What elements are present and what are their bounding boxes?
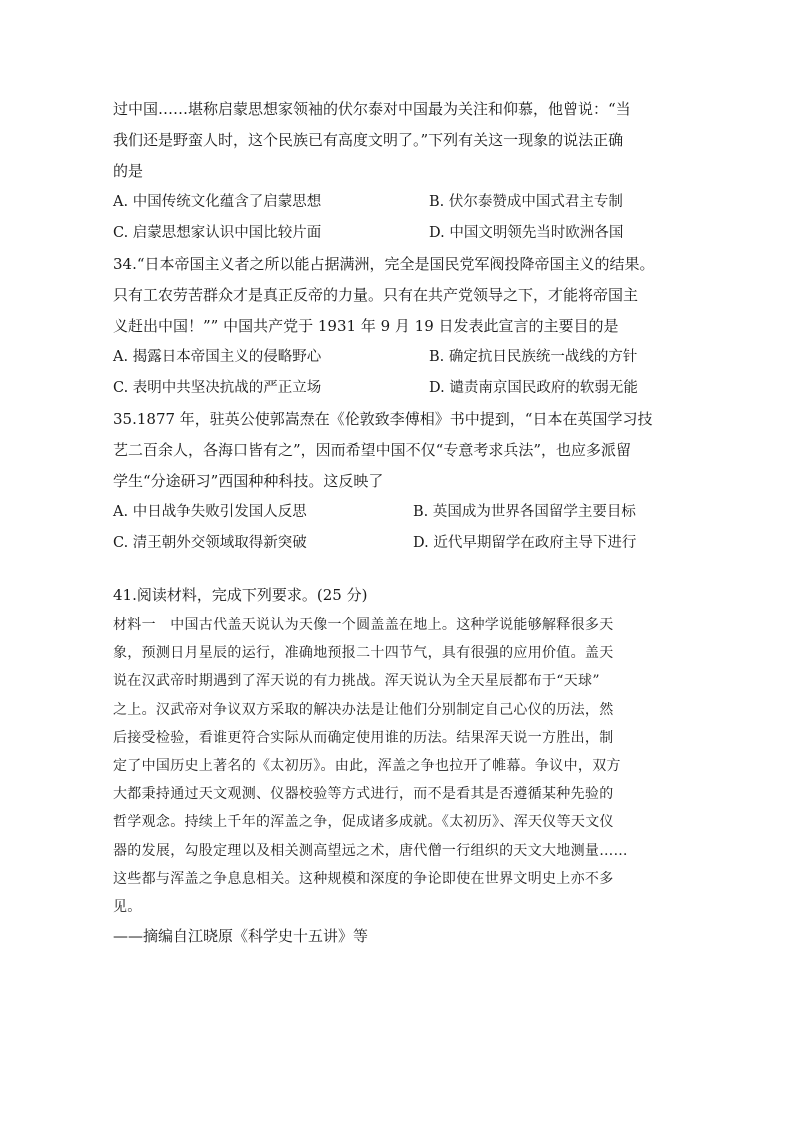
option-b[interactable]: B. 伏尔泰赞成中国式君主专制	[429, 194, 623, 210]
question-text-line: 34.“日本帝国主义者之所以能占据满洲，完全是国民党军阀投降帝国主义的结果。	[113, 255, 655, 273]
material-line: 这些都与浑盖之争息息相关。这种规模和深度的争论即使在世界文明史上亦不多	[113, 870, 614, 887]
option-row	[113, 187, 683, 218]
question-text-line: 35.1877 年，驻英公使郭嵩焘在《伦敦致李傅相》书中提到，“日本在英国学习技	[113, 410, 653, 428]
option-row	[113, 497, 683, 528]
material-source: ——摘编自江晓原《科学史十五讲》等	[113, 927, 369, 946]
option-d[interactable]: D. 中国文明领先当时欧洲各国	[429, 225, 624, 241]
material-line: 后接受检验，看谁更符合实际从而确定使用谁的历法。结果浑天说一方胜出，制	[113, 729, 614, 746]
option-c[interactable]: C. 启蒙思想家认识中国比较片面	[113, 225, 322, 241]
option-d[interactable]: D. 谴责南京国民政府的软弱无能	[429, 380, 638, 396]
question-text-line: 义赶出中国！”” 中国共产党于 1931 年 9 月 19 日发表此宣言的主要目的是	[113, 317, 619, 335]
question-text-line: 过中国……堪称启蒙思想家领袖的伏尔泰对中国最为关注和仰慕，他曾说：“当	[113, 100, 631, 118]
option-c[interactable]: C. 清王朝外交领域取得新突破	[113, 535, 307, 551]
material-one	[113, 611, 683, 921]
material-line: 见。	[113, 899, 142, 916]
question-35	[113, 404, 683, 559]
option-b[interactable]: B. 英国成为世界各国留学主要目标	[413, 504, 636, 520]
option-row	[113, 373, 683, 404]
option-b[interactable]: B. 确定抗日民族统一战线的方针	[429, 349, 638, 365]
question-text-line: 只有工农劳苦群众才是真正反帝的力量。只有在共产党领导之下，才能将帝国主	[113, 286, 639, 304]
option-c[interactable]: C. 表明中共坚决抗战的严正立场	[113, 380, 322, 396]
question-text-line: 学生“分途研习”西国种种科技。这反映了	[113, 472, 384, 490]
material-line: 说在汉武帝时期遇到了浑天说的有力挑战。浑天说认为全天星辰都布于“天球”	[113, 673, 600, 690]
question-text-line: 我们还是野蛮人时，这个民族已有高度文明了。”下列有关这一现象的说法正确	[113, 131, 624, 149]
question-text-line: 艺二百余人，各海口皆有之”，因而希望中国不仅“专意考求兵法”，也应多派留	[113, 441, 632, 459]
question-34	[113, 249, 683, 404]
material-line: 哲学观念。持续上千年的浑盖之争，促成诸多成就。《太初历》、浑天仪等天文仪	[113, 814, 614, 831]
question-intro	[113, 94, 683, 249]
option-a[interactable]: A. 中国传统文化蕴含了启蒙思想	[113, 194, 322, 210]
material-line: 大都秉持通过天文观测、仪器校验等方式进行，而不是看其是否遵循某种先验的	[113, 786, 614, 803]
question-41	[113, 580, 683, 952]
material-line: 象，预测日月星辰的运行，准确地预报二十四节气，具有很强的应用价值。盖天	[113, 645, 614, 662]
material-line: 器的发展，勾股定理以及相关测高望远之术，唐代僧一行组织的天文大地测量……	[113, 842, 628, 859]
material-line: 材料一 中国古代盖天说认为天像一个圆盖盖在地上。这种学说能够解释很多天	[113, 617, 614, 633]
page-content	[113, 94, 683, 952]
option-a[interactable]: A. 中日战争失败引发国人反思	[113, 504, 307, 520]
option-row	[113, 218, 683, 249]
option-a[interactable]: A. 揭露日本帝国主义的侵略野心	[113, 349, 322, 365]
option-d[interactable]: D. 近代早期留学在政府主导下进行	[413, 535, 637, 551]
question-text-line: 的是	[113, 162, 144, 180]
option-row	[113, 528, 683, 559]
question-41-title: 41.阅读材料，完成下列要求。(25 分)	[113, 586, 368, 604]
material-line: 之上。汉武帝对争议双方采取的解决办法是让他们分别制定自己心仪的历法，然	[113, 701, 614, 718]
option-row	[113, 342, 683, 373]
material-line: 定了中国历史上著名的《太初历》。由此，浑盖之争也拉开了帷幕。争议中，双方	[113, 758, 621, 775]
